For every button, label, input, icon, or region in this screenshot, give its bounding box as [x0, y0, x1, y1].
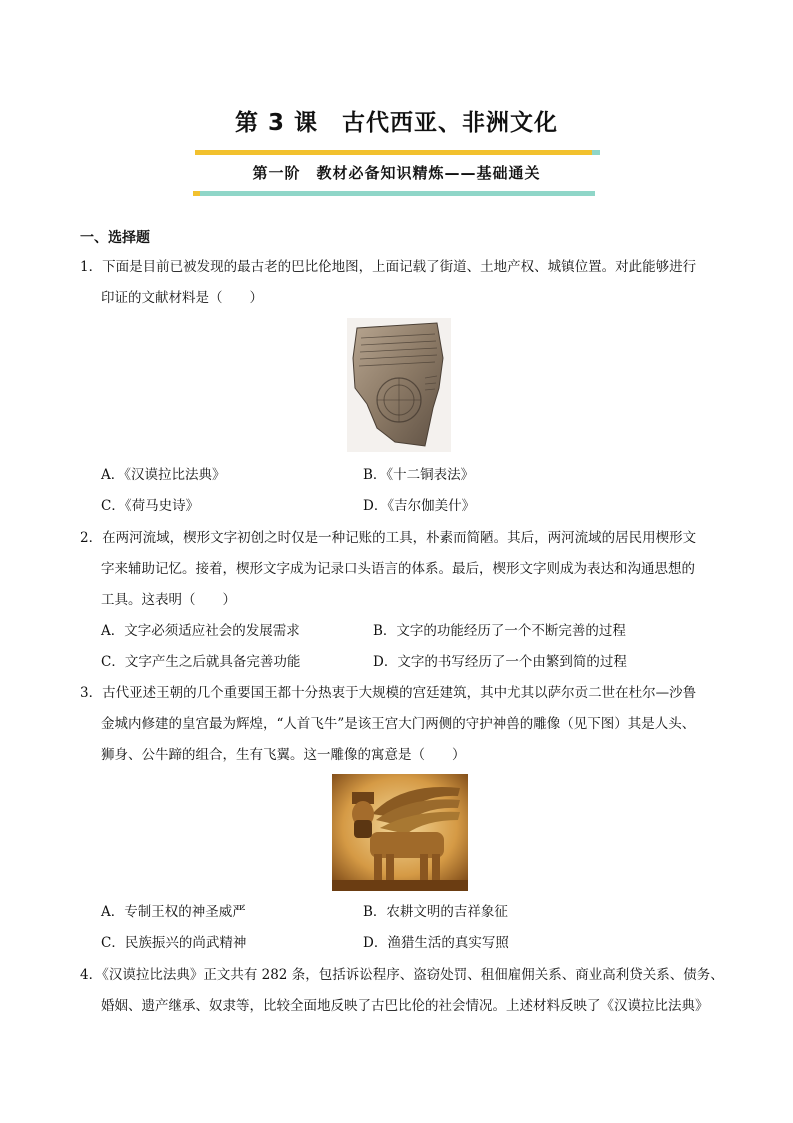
title-underline-teal-end [592, 150, 600, 155]
q2-option-a[interactable]: A．文字必须适应社会的发展需求 [101, 623, 300, 639]
q2-line-2: 字来辅助记忆。接着，楔形文字成为记录口头语言的体系。最后，楔形文字则成为表达和沟通思想的 [101, 561, 695, 577]
q3-option-a[interactable]: A．专制王权的神圣威严 [101, 904, 246, 920]
q1-option-d[interactable]: D．《吉尔伽美什》 [363, 498, 476, 514]
q2-line-3: 工具。这表明（ ） [101, 592, 236, 608]
subtitle-underline-teal [200, 191, 595, 196]
q1-option-b[interactable]: B．《十二铜表法》 [363, 467, 475, 483]
section-heading: 一、选择题 [80, 230, 150, 246]
stage-subtitle: 第一阶 教材必备知识精炼——基础通关 [252, 164, 541, 182]
q4-line-2: 婚姻、遗产继承、奴隶等，比较全面地反映了古巴比伦的社会情况。上述材料反映了《汉谟拉比法典》 [101, 998, 709, 1014]
lesson-title: 第 3 课 古代西亚、非洲文化 [234, 110, 559, 136]
lamassu-statue-image [332, 774, 468, 891]
q4-line-1: 4．《汉谟拉比法典》正文共有 282 条，包括诉讼程序、盗窃处罚、租佃雇佣关系、商业高利贷关系、债务、 [80, 967, 724, 983]
q1-option-a[interactable]: A．《汉谟拉比法典》 [101, 467, 226, 483]
q3-option-d[interactable]: D．渔猎生活的真实写照 [363, 935, 509, 951]
q1-line-1: 1．下面是目前已被发现的最古老的巴比伦地图，上面记载了街道、土地产权、城镇位置。对此能够进行 [80, 259, 697, 275]
babylonian-map-tablet-image [347, 318, 451, 452]
title-underline-yellow [195, 150, 592, 155]
q1-option-c[interactable]: C．《荷马史诗》 [101, 498, 200, 514]
q3-line-2: 金城内修建的皇宫最为辉煌，“人首飞牛”是该王宫大门两侧的守护神兽的雕像（见下图）其是人头、 [101, 716, 696, 732]
q2-option-d[interactable]: D．文字的书写经历了一个由繁到简的过程 [373, 654, 627, 670]
q3-option-b[interactable]: B．农耕文明的吉祥象征 [363, 904, 508, 920]
q1-line-2: 印证的文献材料是（ ） [101, 290, 263, 306]
q2-line-1: 2．在两河流域，楔形文字初创之时仅是一种记账的工具，朴素而简陋。其后，两河流域的居民用楔形文 [80, 530, 697, 546]
subtitle-underline-yellow-end [193, 191, 200, 196]
q3-option-c[interactable]: C．民族振兴的尚武精神 [101, 935, 247, 951]
q2-option-c[interactable]: C．文字产生之后就具备完善功能 [101, 654, 301, 670]
q3-line-3: 狮身、公牛蹄的组合，生有飞翼。这一雕像的寓意是（ ） [101, 747, 466, 763]
q2-option-b[interactable]: B．文字的功能经历了一个不断完善的过程 [373, 623, 626, 639]
q3-line-1: 3．古代亚述王朝的几个重要国王都十分热衷于大规模的宫廷建筑，其中尤其以萨尔贡二世在杜尔—沙鲁 [80, 685, 697, 701]
